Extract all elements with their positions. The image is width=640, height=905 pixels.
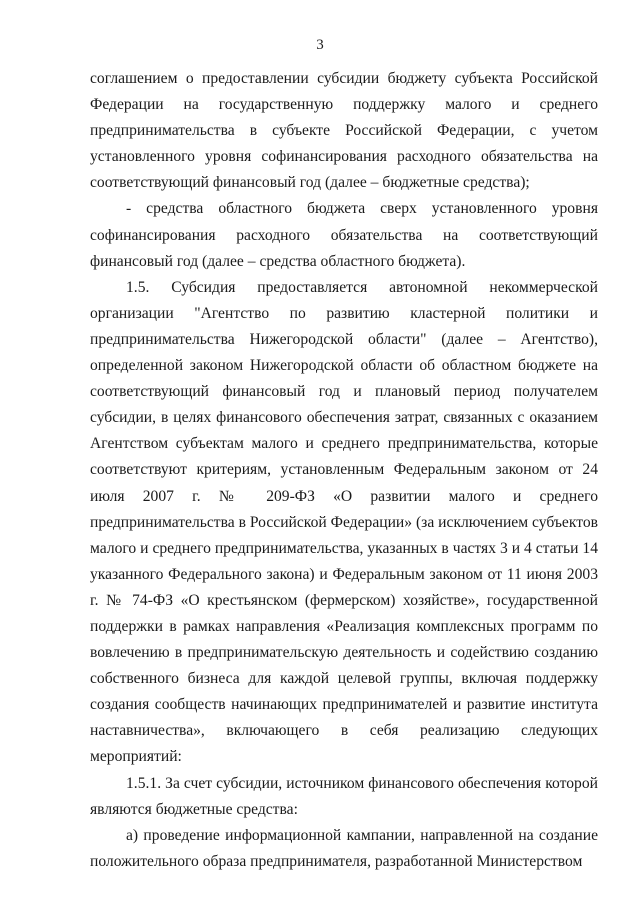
paragraph-1-5-1: 1.5.1. За счет субсидии, источником финансового обеспечения которой являются бюджетные средства: (90, 774, 598, 818)
paragraph-item-a: а) проведение информационной кампании, направленной на создание положительного образа предпринимателя, разработанной Министерством (90, 826, 598, 870)
paragraph-regional-funds: - средства областного бюджета сверх установленного уровня софинансирования расходного обязательства на соответствующий финансовый год (далее – средства областного бюджета). (90, 200, 598, 270)
document-body (90, 66, 598, 875)
paragraph-continuation: соглашением о предоставлении субсидии бюджету субъекта Российской Федерации на государственную поддержку малого и среднего предпринимательства в субъекте Российской Федерации, с учетом установленного уровня софинансирования расходного обязательства на соответствующий финансовый год (далее – бюджетные средства); (90, 70, 598, 192)
page-number: 3 (316, 37, 324, 53)
paragraph-1-5: 1.5. Субсидия предоставляется автономной некоммерческой организации "Агентство по развитию кластерной политики и предпринимательства Нижегородской области" (далее – Агентство), определенной законом Нижегородской области об областном бюджете на соответствующий финансовый год и плановый период получателем субсидии, в целях финансового обеспечения затрат, связанных с оказанием Агентством субъектам малого и среднего предпринимательства, которые соответствуют критериям, установленным Федеральным законом от 24 июля 2007 г. № 209-ФЗ «О развитии малого и среднего предпринимательства в Российской Федерации» (за исключением субъектов малого и среднего предпринимательства, указанных в частях 3 и 4 статьи 14 указанного Федерального закона) и Федеральным законом от 11 июня 2003 г. № 74-ФЗ «О крестьянском (фермерском) хозяйстве», государственной поддержки в рамках направления «Реализация комплексных программ по вовлечению в предпринимательскую деятельность и содействию созданию собственного бизнеса для каждой целевой группы, включая поддержку создания сообществ начинающих предпринимателей и развитие института наставничества», включающего в себя реализацию следующих мероприятий: (90, 278, 598, 766)
